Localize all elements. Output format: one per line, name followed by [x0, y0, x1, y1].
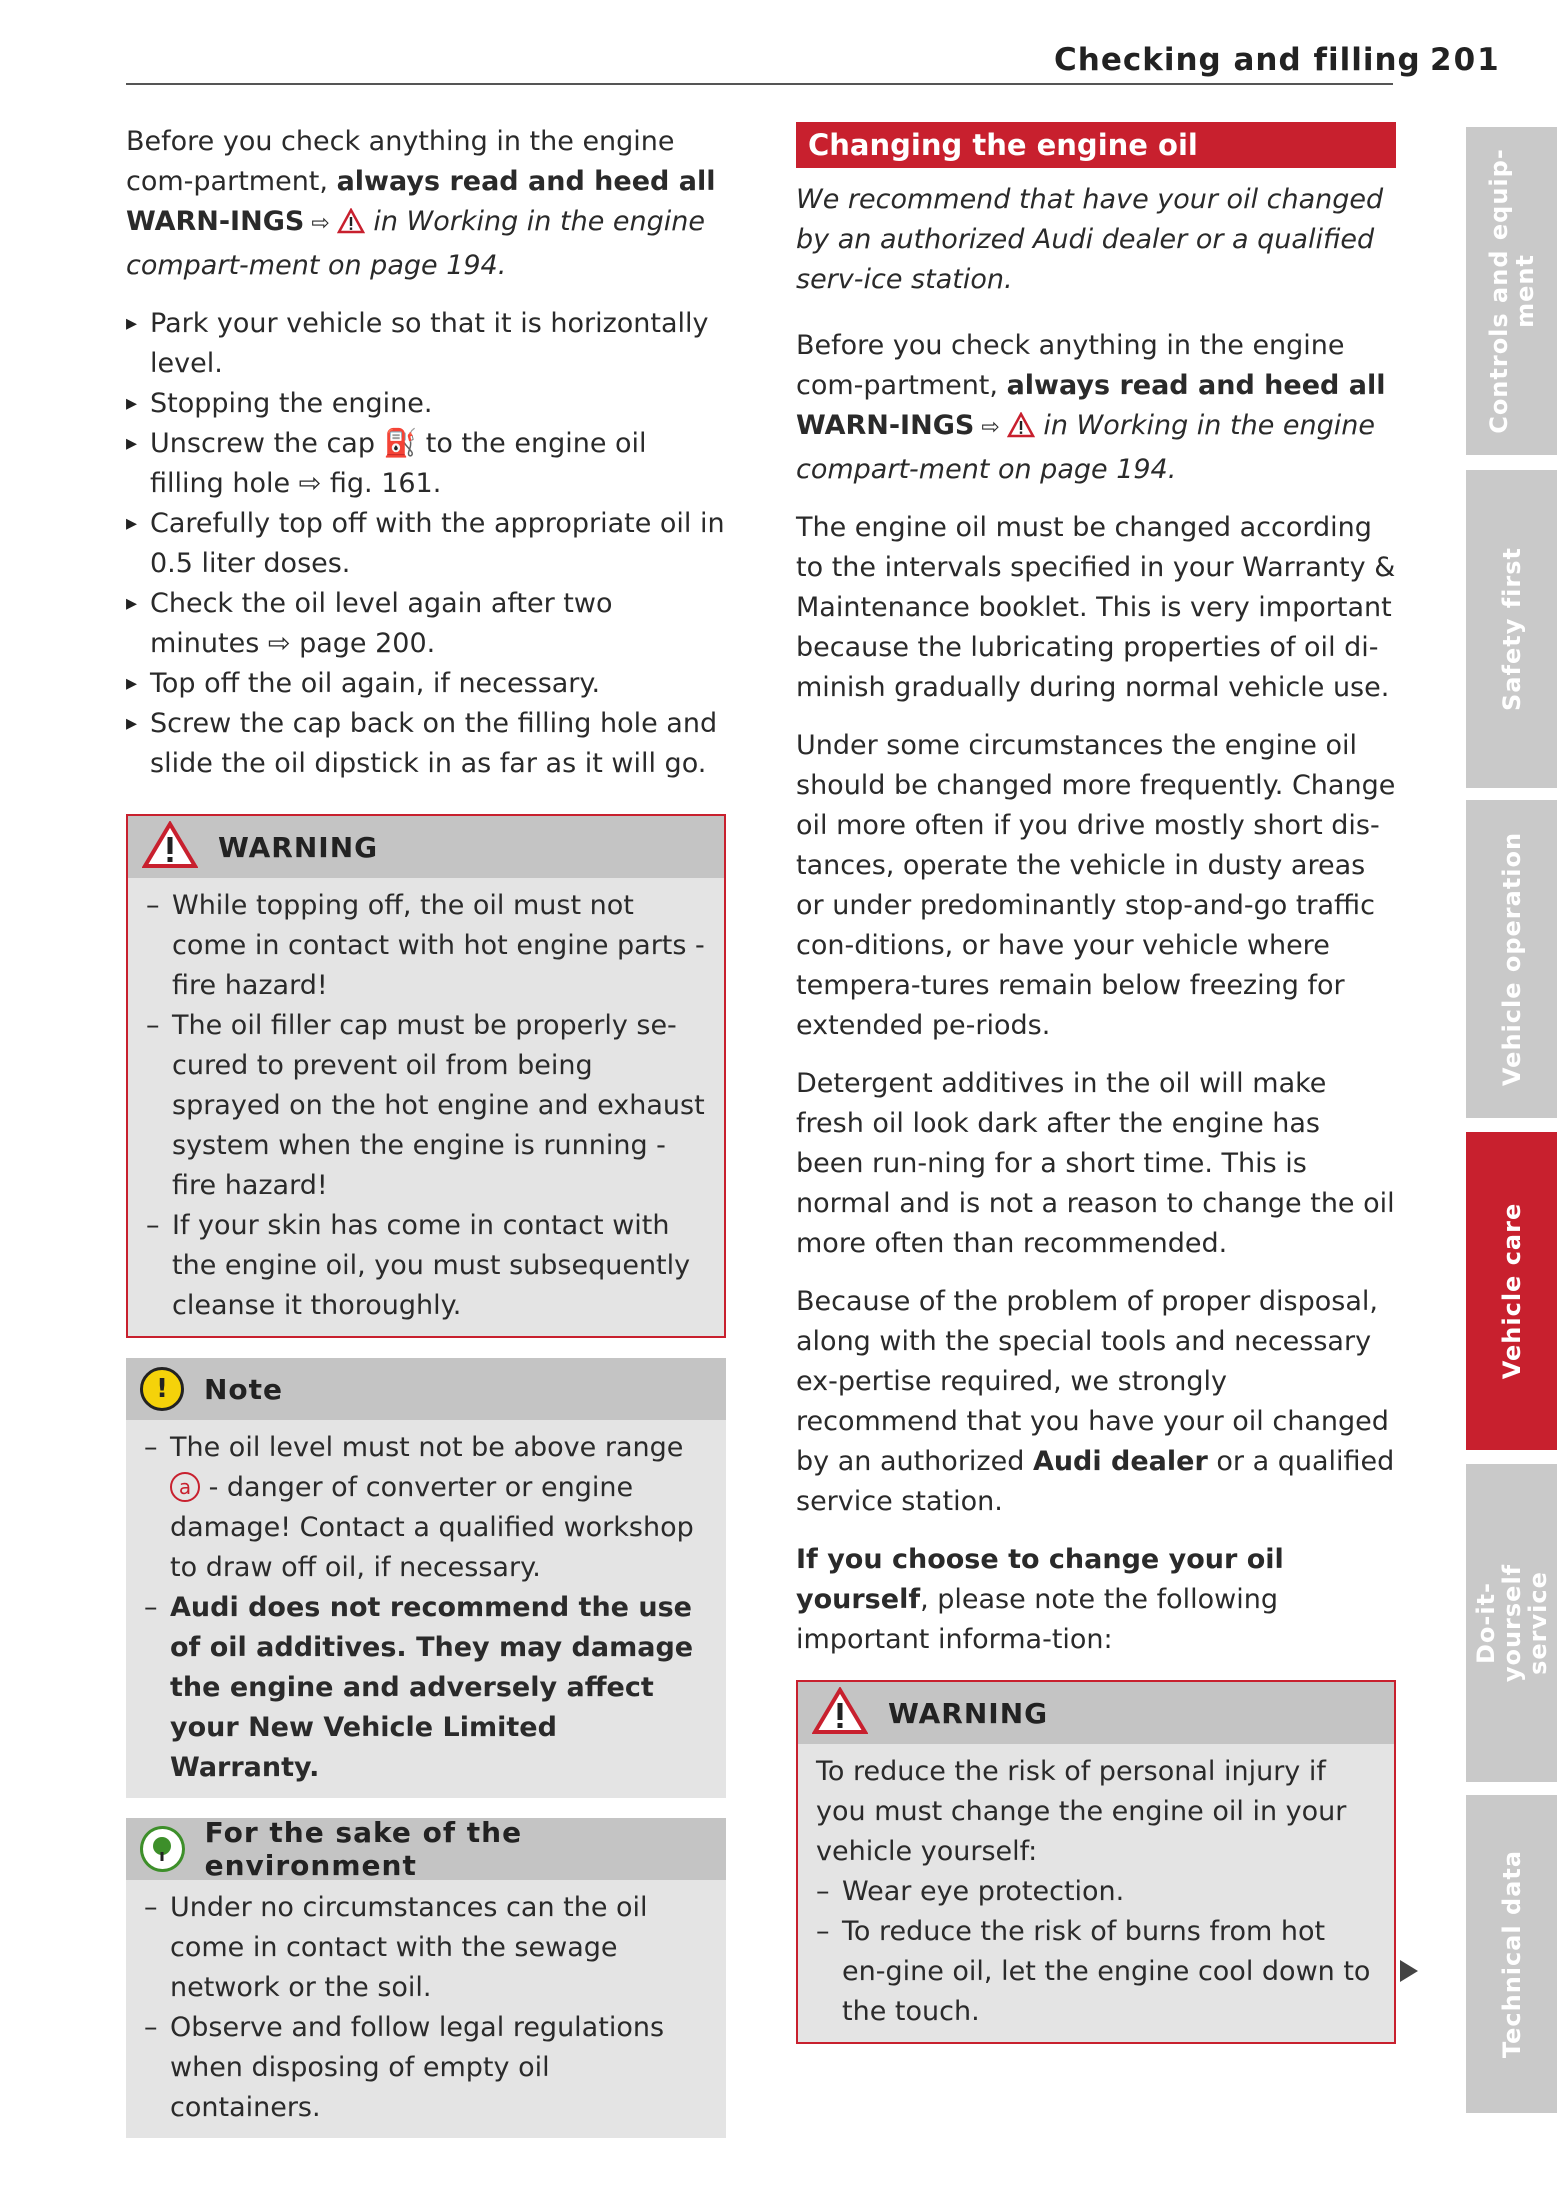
intro-text: Before you check anything in the engine com-partment,	[126, 126, 675, 197]
right-column	[796, 122, 1396, 2064]
environment-item: – Under no circumstances can the oil come in contact with the sewage network or the soil.	[144, 1888, 708, 2008]
body-text: , please note the following important informa-tion:	[796, 1584, 1278, 1655]
tab-technical-data[interactable]	[1466, 1795, 1557, 2113]
warning-title: WARNING	[218, 830, 379, 864]
intro-link[interactable]: in Working in the engine compart-ment on page 194.	[126, 206, 705, 281]
body-paragraph	[796, 1282, 1396, 1522]
warning-item: – Wear eye protection.	[816, 1872, 1376, 1912]
environment-box	[126, 1818, 726, 2138]
tab-label: Vehicle care	[1497, 1202, 1526, 1380]
step-item: ▸ Stopping the engine.	[126, 384, 726, 424]
body-paragraph: The engine oil must be changed according to the intervals specified in your Warranty & Maintenance booklet. This is very important because the lubricating properties of oil di-minish gradually during normal vehicle use.	[796, 512, 1396, 703]
note-header	[126, 1358, 726, 1420]
warning-header	[128, 816, 724, 878]
procedure-steps	[126, 304, 726, 784]
intro-link[interactable]: in Working in the engine compart-ment on page 194.	[796, 410, 1375, 485]
exclamation-circle-icon: !	[140, 1367, 184, 1411]
tab-safety-first[interactable]	[1466, 470, 1557, 788]
tab-label: Technical data	[1497, 1849, 1526, 2059]
step-item: ▸ Top off the oil again, if necessary.	[126, 664, 726, 704]
tab-label: Safety first	[1497, 547, 1526, 711]
warning-box	[126, 814, 726, 1338]
body-paragraph	[796, 1540, 1396, 1660]
tab-do-it-yourself-service[interactable]	[1466, 1464, 1557, 1782]
range-a-icon: a	[170, 1472, 200, 1502]
intro-text: Before you check anything in the engine com-partment,	[796, 330, 1345, 401]
note-title: Note	[204, 1372, 284, 1406]
step-item: ▸ Carefully top off with the appropriate oil in 0.5 liter doses.	[126, 504, 726, 584]
ref-arrow-icon: ⇨	[974, 415, 1007, 440]
environment-header	[126, 1818, 726, 1880]
left-column	[126, 122, 726, 2158]
tab-controls-and-equipment[interactable]	[1466, 127, 1557, 455]
warning-box	[796, 1680, 1396, 2044]
warning-list	[146, 886, 706, 1326]
note-item	[144, 1428, 708, 1588]
ref-arrow-icon: ⇨	[304, 211, 337, 236]
intro-paragraph	[126, 122, 726, 286]
running-header-title: Checking and filling	[1054, 42, 1421, 78]
warning-item: – To reduce the risk of burns from hot en-gine oil, let the engine cool down to the touch.	[816, 1912, 1376, 2032]
tree-icon	[140, 1826, 185, 1872]
step-item: ▸ Unscrew the cap ⛽ to the engine oil filling hole ⇨ fig. 161.	[126, 424, 726, 504]
note-list	[144, 1428, 708, 1788]
section-title: Changing the engine oil	[808, 128, 1198, 162]
tab-vehicle-operation[interactable]	[1466, 800, 1557, 1118]
warning-item: – If your skin has come in contact with the engine oil, you must subsequently cleanse it thoroughly.	[146, 1206, 706, 1326]
step-item: ▸ Park your vehicle so that it is horizontally level.	[126, 304, 726, 384]
note-box	[126, 1358, 726, 1798]
page-number: 201	[1430, 42, 1501, 78]
note-text: The oil level must not be above range	[170, 1432, 684, 1463]
warning-triangle-icon	[337, 206, 365, 246]
tab-label: Controls and equip-ment	[1484, 148, 1539, 434]
body-text: or a qualified service station.	[796, 1446, 1395, 1517]
environment-list	[144, 1888, 708, 2128]
warning-triangle-icon	[142, 821, 198, 873]
header-rule	[126, 83, 1393, 85]
warning-item: – The oil filler cap must be properly se-cured to prevent oil from being sprayed on the hot engine and exhaust system when the engine is running - fire hazard!	[146, 1006, 706, 1206]
tab-label: Vehicle operation	[1497, 831, 1526, 1087]
warning-header	[798, 1682, 1394, 1744]
intro-bold: always read and heed all WARN-INGS	[126, 166, 716, 237]
note-text: - danger of converter or engine damage! Contact a qualified workshop to draw off oil, if necessary.	[170, 1472, 694, 1583]
intro-paragraph	[796, 326, 1396, 490]
body-bold: Audi dealer	[1032, 1446, 1208, 1477]
step-item: ▸ Screw the cap back on the filling hole and slide the oil dipstick in as far as it will go.	[126, 704, 726, 784]
note-bold-text: Audi does not recommend the use of oil additives. They may damage the engine and adversely affect your New Vehicle Limited Warranty.	[170, 1592, 694, 1783]
warning-intro: To reduce the risk of personal injury if you must change the engine oil in your vehicle yourself:	[816, 1756, 1347, 1867]
recommendation-text: We recommend that have your oil changed by an authorized Audi dealer or a qualified serv-ice station.	[796, 184, 1384, 295]
environment-title: For the sake of the environment	[204, 1816, 523, 1882]
warning-item: – While topping off, the oil must not come in contact with hot engine parts - fire hazard!	[146, 886, 706, 1006]
body-paragraph: Detergent additives in the oil will make fresh oil look dark after the engine has been run-ning for a short time. This is normal and is not a reason to change the oil more often than recommended.	[796, 1068, 1395, 1259]
warning-title: WARNING	[888, 1696, 1049, 1730]
section-heading	[796, 122, 1396, 168]
warning-triangle-icon	[1007, 410, 1035, 450]
body-text: Because of the problem of proper disposal, along with the special tools and necessary ex-pertise required, we strongly recommend that you have your oil changed by an authorized	[796, 1286, 1389, 1477]
body-paragraph: Under some circumstances the engine oil should be changed more frequently. Change oil more often if you drive mostly short dis-tances, operate the vehicle in dusty areas or under predominantly stop-and-go traffic con-ditions, or have your vehicle where tempera-tures remain below freezing for extended pe-riods.	[796, 730, 1396, 1041]
step-item: ▸ Check the oil level again after two minutes ⇨ page 200.	[126, 584, 726, 664]
note-item	[144, 1588, 708, 1788]
warning-triangle-icon	[812, 1687, 868, 1739]
body-bold: If you choose to change your oil yourself	[796, 1544, 1284, 1615]
continue-arrow-icon	[1400, 1960, 1418, 1982]
environment-item: – Observe and follow legal regulations when disposing of empty oil containers.	[144, 2008, 708, 2128]
tab-vehicle-care[interactable]	[1466, 1132, 1557, 1450]
warning-list	[816, 1872, 1376, 2032]
intro-bold: always read and heed all WARN-INGS	[796, 370, 1386, 441]
tab-label: Do-it-yourself service	[1471, 1563, 1552, 1683]
